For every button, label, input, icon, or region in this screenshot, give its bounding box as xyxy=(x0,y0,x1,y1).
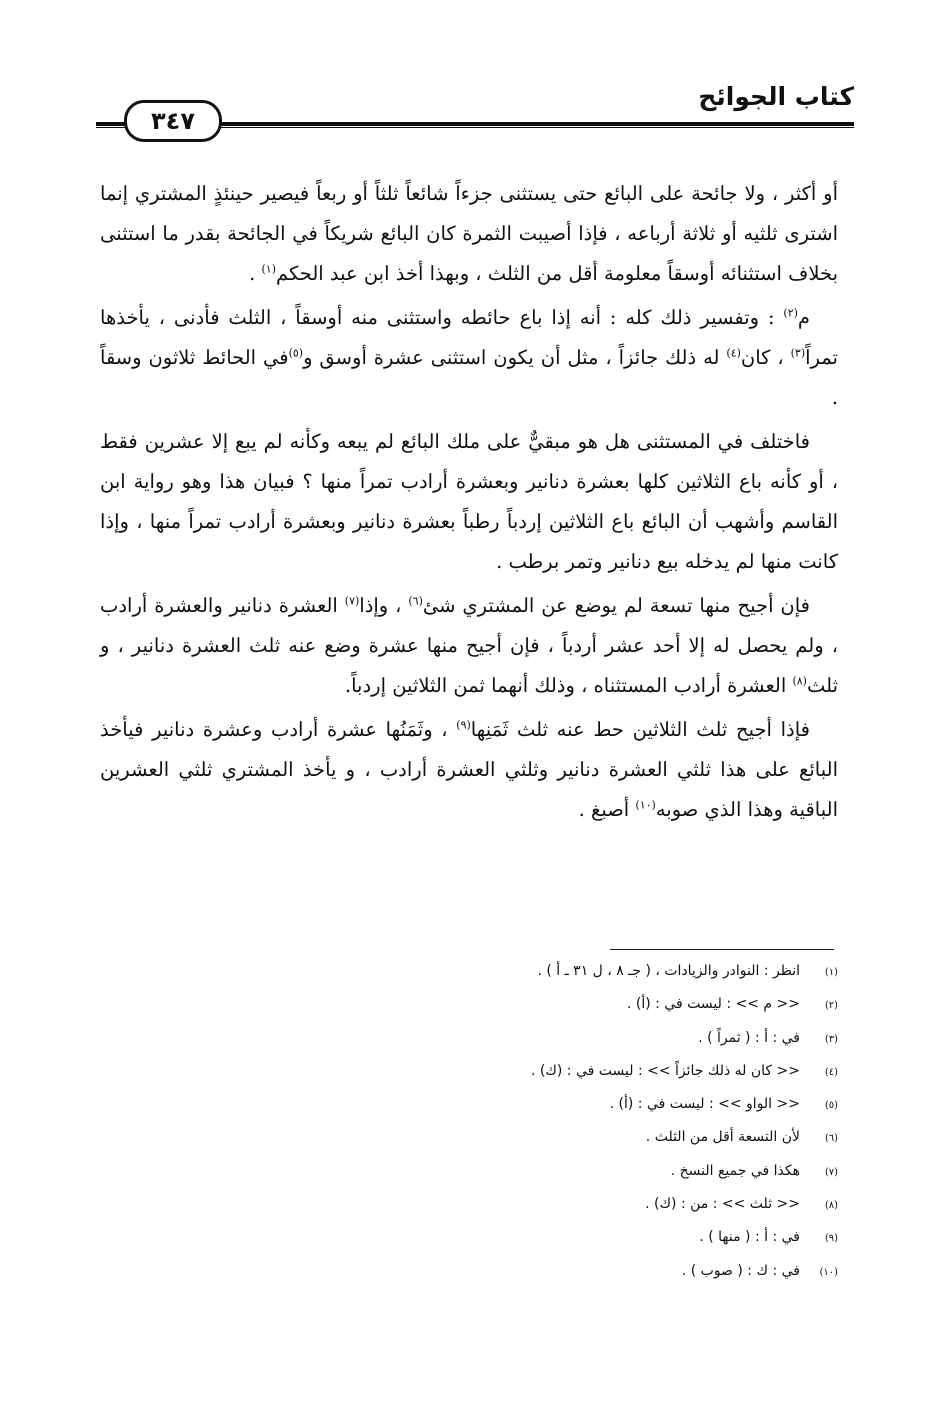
footnote-marker: (٩) xyxy=(456,718,471,732)
footnote-marker: (٥) xyxy=(288,346,304,360)
paragraph xyxy=(100,710,838,830)
paragraph-text: ، وإذا xyxy=(359,594,409,617)
footnote xyxy=(318,1124,838,1157)
paragraph-text: فإذا أجيح ثلث الثلاثين حط عنه ثلث ثَمَنِها xyxy=(470,718,810,741)
footnote-number: (٧) xyxy=(824,1166,838,1178)
footnote-number: (١) xyxy=(824,967,838,978)
footnote-marker: (٨) xyxy=(792,674,807,688)
paragraph xyxy=(100,298,838,418)
footnote-text: في : أ : ( ثمراً ) . xyxy=(698,1029,800,1046)
footnote-text: << ثلث >> : من : (ك) . xyxy=(645,1196,800,1213)
paragraph-text: العشرة أرادب المستثناه ، وذلك أنهما ثمن الثلاثين إردباً. xyxy=(344,674,793,697)
paragraph-text: ، وثَمَنُها عشرة أرادب وعشرة دنانير فيأخذ البائع على هذا ثلثي العشرة دنانير وثلثي العشرة أرادب ، و يأخذ المشتري ثلثي العشرين الباقية وهذا الذي صوبه xyxy=(100,718,838,821)
footnote-marker: (٧) xyxy=(344,594,360,608)
page-header xyxy=(96,82,854,134)
footnote-number: (٥) xyxy=(824,1100,838,1112)
footnote-marker: (٣) xyxy=(790,346,806,360)
footnote-marker: (٤) xyxy=(726,346,741,360)
footnote-text: << الواو >> : ليست في : (أ) . xyxy=(609,1096,800,1113)
paragraph-text: أو أكثر ، ولا جائحة على البائع حتى يستثنى جزءاً شائعاً ثلثاً أو ربعاً فيصير حينئذٍ المشتري إنما اشترى ثلثيه أو ثلاثة أرباعه ، فإذا أصيبت الثمرة كان البائع شريكاً في الجائحة بقدر ما استثنى بخلاف استثنائه أوسقاً معلومة أقل من الثلث ، وبهذا أخذ ابن عبد الحكم xyxy=(100,182,838,285)
paragraph-text: . xyxy=(249,262,262,285)
footnote-text: << كان له ذلك جائزاً >> : ليست في : (ك) . xyxy=(530,1062,800,1079)
footnote-number: (٩) xyxy=(824,1233,838,1245)
footnote-text: هكذا في جميع النسخ . xyxy=(670,1162,800,1179)
page-number: ٣٤٧ xyxy=(124,100,222,142)
footnote xyxy=(318,1158,838,1191)
paragraph xyxy=(100,174,838,294)
paragraph-text: م xyxy=(797,306,810,329)
footnote-text: انظر : النوادر والزيادات ، ( جـ ٨ ، ل ٣١ ـ أ ) . xyxy=(537,963,800,979)
paragraph-text: له ذلك جائزاً ، مثل أن يكون استثنى عشرة أوسق و xyxy=(303,346,727,369)
paragraph-text: في الحائط ثلاثون وسقاً . xyxy=(100,346,838,409)
footnote-separator xyxy=(610,949,834,950)
footnote-text: في : ك : ( صوب ) . xyxy=(681,1262,800,1279)
footnote xyxy=(318,1058,838,1091)
main-text xyxy=(100,174,838,834)
footnote-marker: (٢) xyxy=(783,306,798,320)
footnote-number: (٣) xyxy=(824,1033,838,1045)
footnote xyxy=(318,1091,838,1124)
footnote xyxy=(318,991,838,1024)
paragraph-text: أصبغ . xyxy=(578,798,636,821)
paragraph xyxy=(100,586,838,706)
footnote-text: لأن التسعة أقل من الثلث . xyxy=(645,1129,800,1146)
paragraph-text: : وتفسير ذلك كله : أنه إذا باع حائطه واستثنى منه أوسقاً ، الثلث فأدنى ، يأخذها تمراً xyxy=(100,306,838,369)
footnotes xyxy=(318,958,838,1291)
footnote-text: << م >> : ليست في : (أ) . xyxy=(627,996,800,1013)
footnote-number: (٤) xyxy=(824,1066,838,1078)
paragraph-text: العشرة دنانير والعشرة أرادب ، ولم يحصل له إلا أحد عشر أردباً ، فإن أجيح منها عشرة وضع عنه ثلث العشرة دنانير ، و ثلث xyxy=(100,594,838,697)
footnote-number: (٨) xyxy=(824,1200,838,1212)
footnote-text: في : أ : ( منها ) . xyxy=(699,1229,800,1246)
footnote-number: (٦) xyxy=(824,1133,838,1145)
footnote xyxy=(318,1258,838,1291)
paragraph-text: ، كان xyxy=(740,346,791,369)
footnote-marker: (١) xyxy=(261,262,276,276)
footnote xyxy=(318,1224,838,1257)
footnote-number: (٢) xyxy=(824,1000,838,1012)
paragraph-text: فإن أجيح منها تسعة لم يوضع عن المشتري شئ xyxy=(422,594,810,617)
paragraph-text: فاختلف في المستثنى هل هو مبقيٌّ على ملك البائع لم يبعه وكأنه لم يبع إلا عشرين فقط ، أو كأنه باع الثلاثين كلها بعشرة دنانير وبعشرة أرادب تمراً منها ؟ فبيان هذا وهو رواية ابن القاسم وأشهب أن البائع باع الثلاثين إردباً رطباً بعشرة دنانير وبعشرة أرادب تمراً منها ، وإذا كانت منها لم يدخله بيع دنانير وتمر برطب . xyxy=(100,430,838,573)
footnote-marker: (١٠) xyxy=(635,798,656,812)
footnote-number: (١٠) xyxy=(819,1266,838,1278)
footnote xyxy=(318,1025,838,1058)
footnote xyxy=(318,1191,838,1224)
running-title: كتاب الجوائح xyxy=(698,82,854,111)
footnote-marker: (٦) xyxy=(408,594,423,608)
paragraph xyxy=(100,422,838,582)
footnote xyxy=(318,958,838,991)
